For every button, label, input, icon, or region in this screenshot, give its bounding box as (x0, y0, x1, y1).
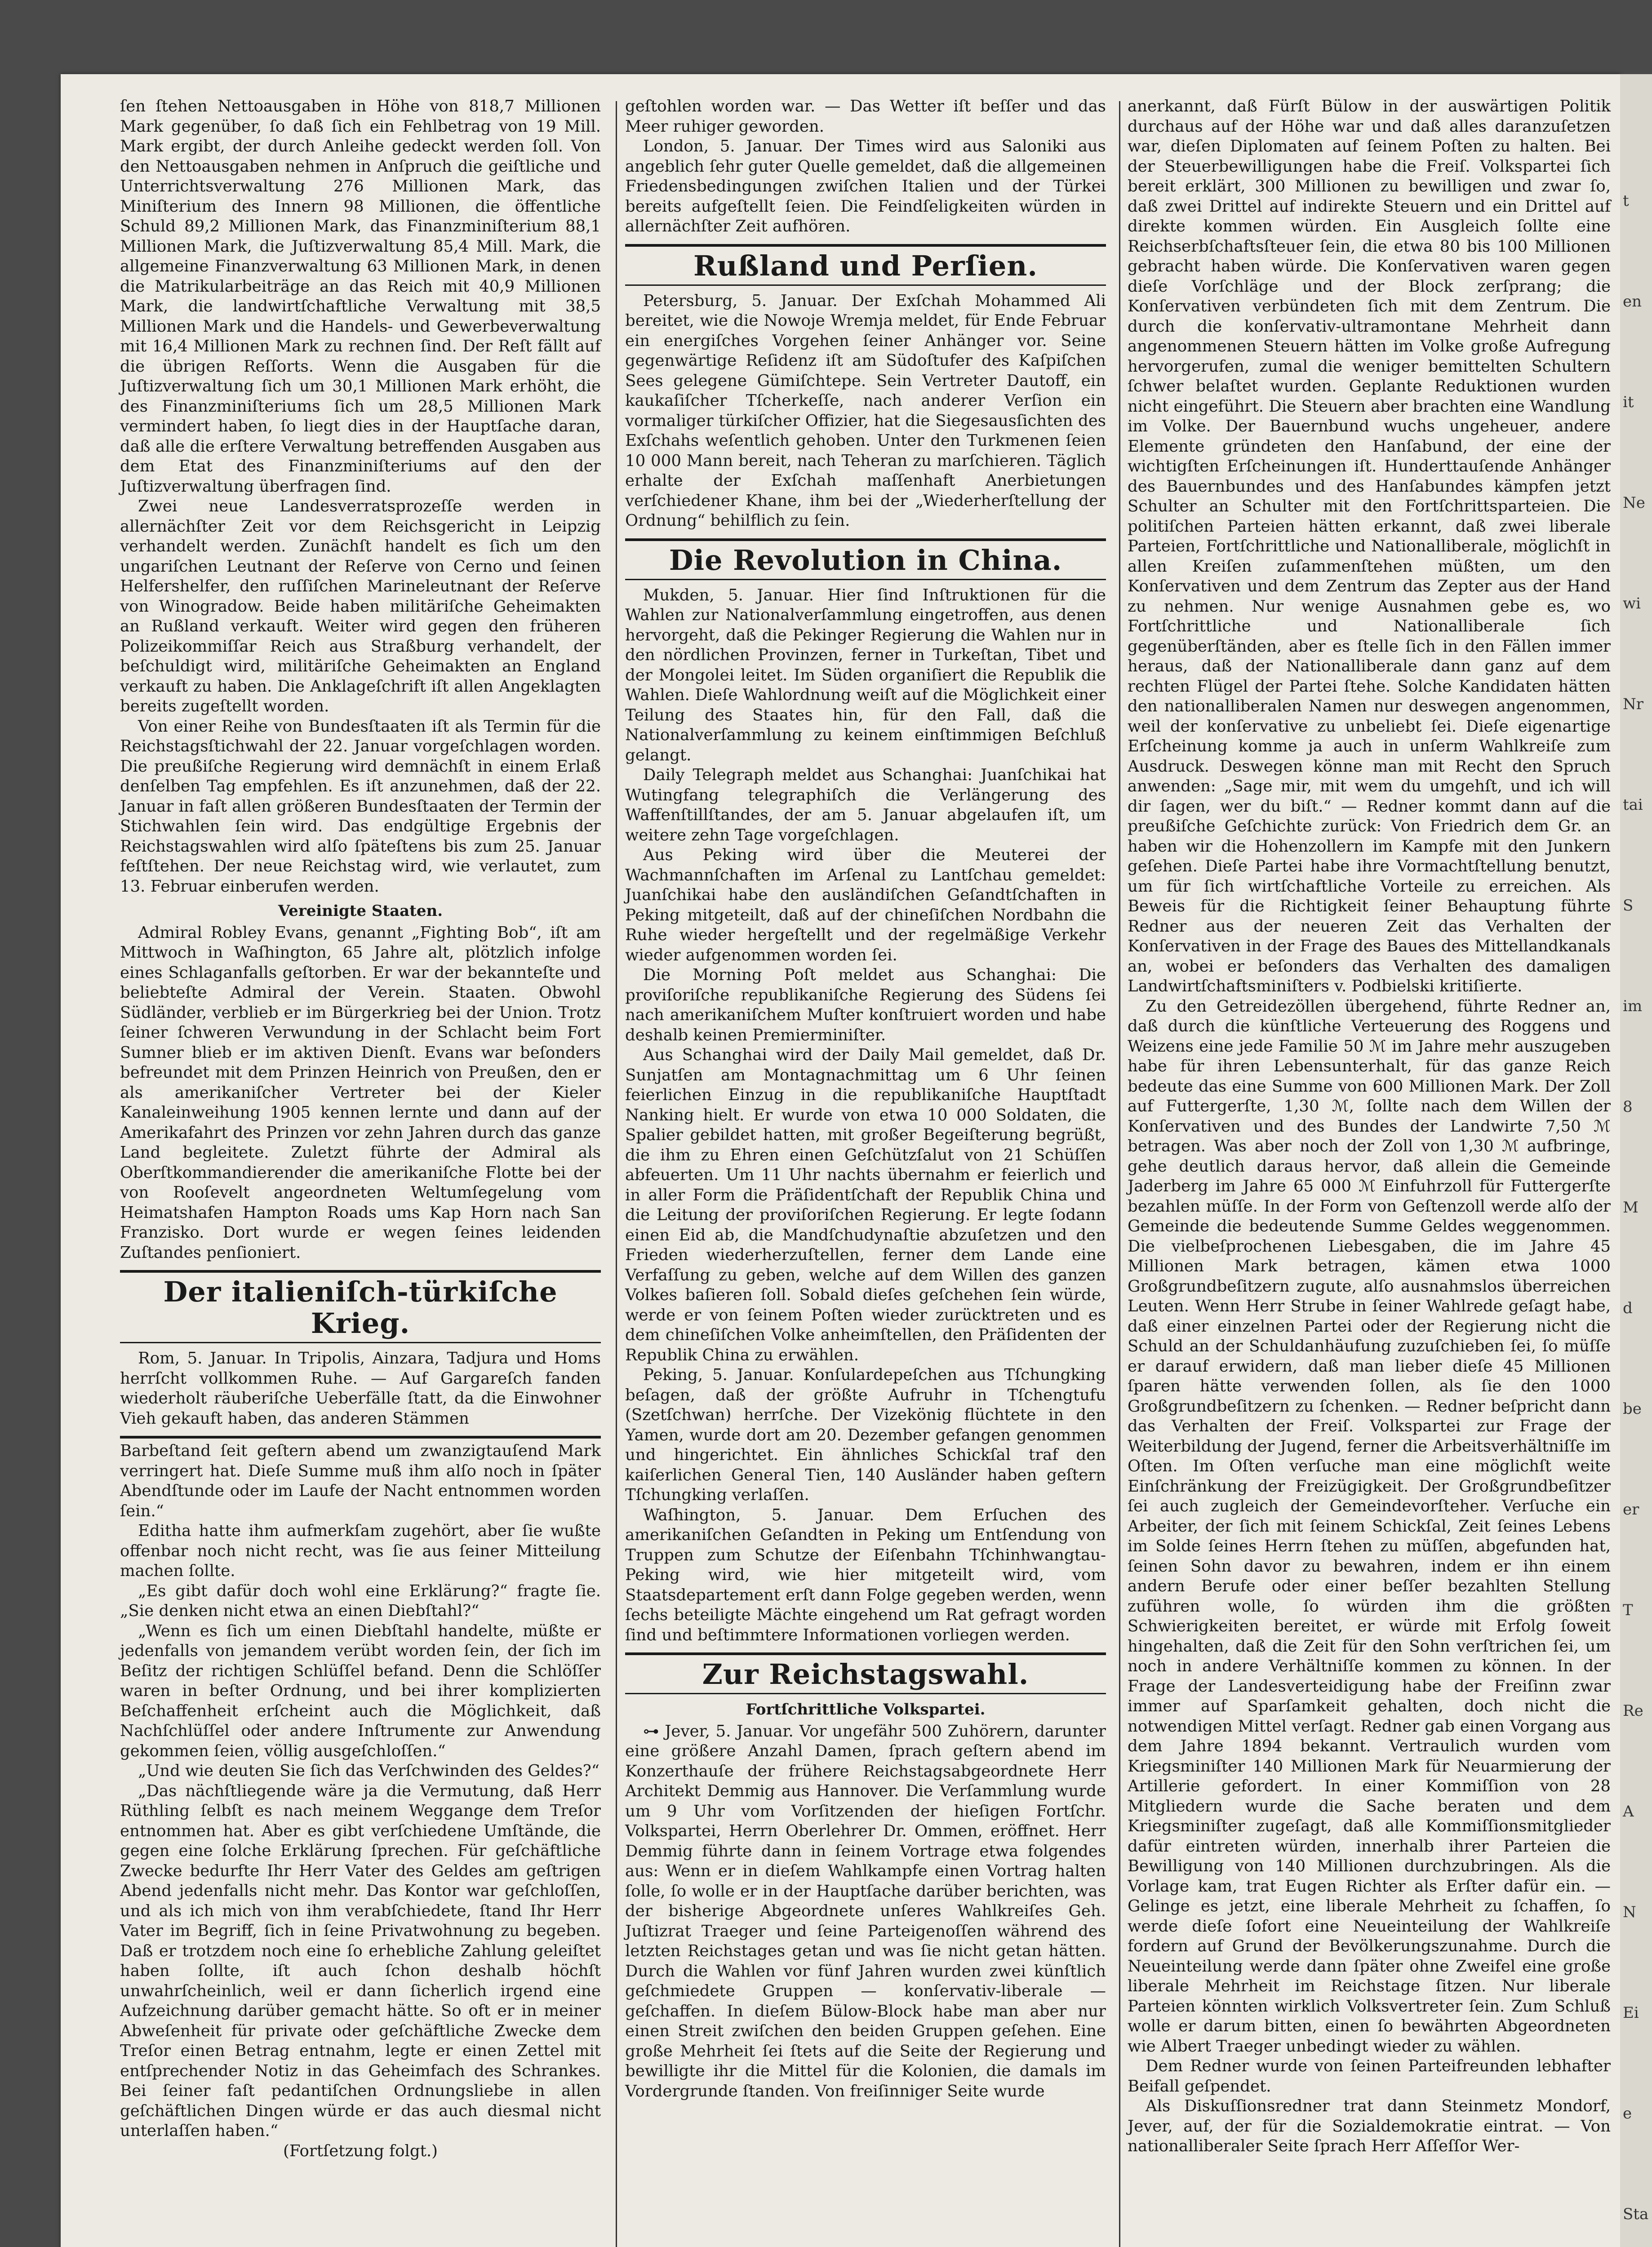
paragraph: Mukden, 5. Januar. Hier ſind Inſtruktionen für die Wahlen zur Nationalverſammlung eingetroffen, aus denen hervorgeht, daß die Pekinger Regierung die Wahlen nur in den nördlichen Provinzen, ferner in Turkeſtan, Tibet und der Mongolei leitet. Im Süden organiſiert die Republik die Wahlen. Dieſe Wahlordnung weiſt auf die Möglichkeit einer Teilung des Staates hin, für den Fall, daß die Nationalverſammlung zu keinem einſtimmigen Beſchluß gelangt. (625, 586, 1106, 764)
section-rule (120, 1342, 601, 1343)
paragraph: Zwei neue Landesverratsprozeſſe werden in allernächſter Zeit vor dem Reichsgericht in Leipzig verhandelt werden. Zunächſt handelt es ſich um den ungariſchen Leutnant der Reſerve von Cerno und ſeinen Helfershelfer, den ruſſiſchen Marineleutnant der Reſerve von Winogradow. Beide haben militäriſche Geheimakten an Rußland verkauft. Weiter wird gegen den früheren Polizeikommiſſar Reich aus Straßburg verhandelt, der beſchuldigt wird, militäriſche Geheimakten an England verkauft zu haben. Die Anklageſchrift iſt allen Angeklagten bereits zugeſtellt worden. (120, 497, 601, 715)
headline-krieg: Der italieniſch-türkiſche Krieg. (163, 1275, 558, 1340)
newspaper-page (61, 74, 1620, 2247)
adjacent-page-edge (1620, 74, 1652, 2247)
edge-fragment: Re (1623, 1702, 1643, 1720)
paragraph: Admiral Robley Evans, genannt „Fighting Bob“, iſt am Mittwoch in Waſhington, 65 Jahre alt, plötzlich infolge eines Schlaganfalls geſtorben. Er war der bekannteſte und beliebteſte Admiral der Verein. Staaten. Obwohl Südländer, verblieb er im Bürgerkrieg bei der Union. Trotz ſeiner ſchweren Verwundung in der Schlacht beim Fort Sumner blieb er im aktiven Dienſt. Evans war beſonders befreundet mit dem Prinzen Heinrich von Preußen, den er als amerikaniſcher Vertreter bei der Kieler Kanaleinweihung 1905 kennen lernte und dann auf der Amerikafahrt des Prinzen vor zehn Jahren durch das ganze Land begleitete. Zuletzt führte der Admiral als Oberſtkommandierender die amerikaniſche Flotte bei der von Rooſevelt angeordneten Weltumſegelung vom Heimatshafen Hampton Roads ums Kap Horn nach San Franzisko. Dort wurde er wegen ſeines leidenden Zuſtandes penſioniert. (120, 923, 601, 1262)
paragraph: ſen ſtehen Nettoausgaben in Höhe von 818,7 Millionen Mark gegenüber, ſo daß ſich ein Fehlbetrag von 19 Mill. Mark ergibt, der durch Anleihe gedeckt werden ſoll. Von den Nettoausgaben nehmen in Anſpruch die geiſtliche und Unterrichtsverwaltung 276 Millionen Mark, das Miniſterium des Innern 98 Millionen, die öffentliche Schuld 89,2 Millionen Mark, das Finanzminiſterium 88,1 Millionen Mark, die Juſtizverwaltung 85,4 Mill. Mark, die allgemeine Finanzverwaltung 63 Millionen Mark, in denen die Matrikularbeiträge an das Reich mit 40,9 Millionen Mark, die landwirtſchaftliche Verwaltung mit 38,5 Millionen Mark und die Handels- und Gewerbeverwaltung mit 16,4 Millionen Mark zu rechnen ſind. Der Reſt fällt auf die übrigen Reſſorts. Wenn die Ausgaben für die Juſtizverwaltung ſich um 30,1 Millionen Mark erhöht, die des Finanzminiſteriums ſich um 28,5 Millionen Mark vermindert haben, ſo liegt dies in der Hauptſache daran, daß alle die erſtere Verwaltung betreffenden Ausgaben aus dem Etat des Finanzminiſteriums auf den der Juſtizverwaltung überfragen ſind. (120, 97, 601, 496)
edge-fragment: Nr (1623, 695, 1644, 713)
edge-fragment: t (1623, 192, 1629, 210)
paragraph: Von einer Reihe von Bundesſtaaten iſt als Termin für die Reichstagsſtichwahl der 22. Januar vorgeſchlagen worden. Die preußiſche Regierung wird demnächſt in einem Erlaß denſelben Tag empfehlen. Es iſt anzunehmen, daß der 22. Januar in faſt allen größeren Bundesſtaaten der Termin der Stichwahlen ſein wird. Das endgültige Ergebnis der Reichstagswahlen wird alſo ſpäteſtens bis zum 25. Januar feſtſtehen. Der neue Reichstag wird, wie verlautet, zum 13. Februar einberufen werden. (120, 717, 601, 896)
paragraph: Aus Schanghai wird der Daily Mail gemeldet, daß Dr. Sunjatſen am Montagnachmittag um 6 Uhr ſeinen feierlichen Einzug in die republikaniſche Hauptſtadt Nanking hielt. Er wurde von etwa 10 000 Soldaten, die Spalier gebildet hatten, mit großer Begeiſterung begrüßt, die ihm zu Ehren einen Geſchützſalut von 21 Schüſſen abfeuerten. Um 11 Uhr nachts übernahm er feierlich und in aller Form die Präſidentſchaft der Republik China und die Leitung der proviſoriſchen Regierung. Er legte ſodann einen Eid ab, die Mandſchudynaſtie abzuſetzen und den Frieden wiederherzuſtellen, ferner dem Lande eine Verfaſſung zu geben, welche auf dem Willen des ganzen Volkes baſieren ſoll. Sobald dieſes geſchehen ſein würde, werde er von ſeinem Poſten wieder zurücktreten und es dem chineſiſchen Volke anheimſtellen, den Präſidenten der Republik China zu erwählen. (625, 1046, 1106, 1364)
section-rule (625, 244, 1106, 247)
paragraph: geſtohlen worden war. — Das Wetter iſt beſſer und das Meer ruhiger geworden. (625, 97, 1106, 136)
headline-wahl: Zur Reichstagswahl. (702, 1658, 1029, 1691)
subheading-fortschritt: Fortſchrittliche Volkspartei. (746, 1701, 986, 1719)
feuilleton-paragraph: „Wenn es ſich um einen Diebſtahl handelte, müßte er jedenfalls von jemandem verübt worden ſein, der ſich im Beſitz der richtigen Schlüſſel befand. Denn die Schlöſſer waren in beſter Ordnung, und bei ihrer komplizierten Beſchaffenheit erſcheint auch die Möglichkeit, daß Nachſchlüſſel oder andere Inſtrumente zur Anwendung gekommen ſeien, völlig ausgeſchloſſen.“ (120, 1621, 601, 1760)
paragraph: Waſhington, 5. Januar. Dem Erſuchen des amerikaniſchen Geſandten in Peking um Entſendung von Truppen zum Schutze der Eiſenbahn Tſchinhwangtau-Peking wird, wie hier mitgeteilt wird, vom Staatsdepartement erſt dann Folge gegeben werden, wenn ſechs beteiligte Mächte eingehend um Rat gefragt worden ſind und beſtimmtere Informationen vorliegen werden. (625, 1505, 1106, 1644)
edge-fragment: er (1623, 1501, 1639, 1519)
feuilleton-paragraph: „Es gibt dafür doch wohl eine Erklärung?“ fragte ſie. „Sie denken nicht etwa an einen Diebſtahl?“ (120, 1581, 601, 1620)
edge-fragment: N (1623, 1903, 1636, 1921)
section-rule (625, 284, 1106, 286)
section-rule (625, 538, 1106, 541)
edge-fragment: Sta (1623, 2205, 1649, 2223)
paragraph: Als Diskuſſionsredner trat dann Steinmetz Mondorf, Jever, auf, der für die Sozialdemokratie eintrat. — Von nationalliberaler Seite ſprach Herr Aſſeſſor Wer- (1128, 2097, 1611, 2155)
paragraph: Petersburg, 5. Januar. Der Exſchah Mohammed Ali bereitet, wie die Nowoje Wremja meldet, für Ende Februar ein energiſches Vorgehen ſeiner Anhänger vor. Seine gegenwärtige Reſidenz iſt am Südoſtufer des Kaſpiſchen Sees gelegene Gümiſchtepe. Sein Vertreter Dautoff, ein kaukaſiſcher Tſcherkeſſe, nach anderer Verſion ein vormaliger türkiſcher Offizier, hat die Siegesausſichten des Exſchahs weſentlich gehoben. Unter den Turkmenen ſeien 10 000 Mann bereit, nach Teheran zu marſchieren. Täglich erhalte der Exſchah maſſenhaft Anerbietungen verſchiedener Khane, ihm bei der „Wiederherſtellung der Ordnung“ behilflich zu ſein. (625, 291, 1106, 530)
edge-fragment: Ne (1623, 494, 1645, 512)
edge-fragment: en (1623, 293, 1642, 311)
edge-fragment: T (1623, 1601, 1633, 1619)
column-1 (120, 97, 601, 2161)
paragraph: Peking, 5. Januar. Konſulardepeſchen aus Tſchungking beſagen, daß der größte Aufruhr in Tſchengtufu (Szetſchwan) herrſche. Der Vizekönig flüchtete in den Yamen, wurde dort am 20. Dezember gefangen genommen und hingerichtet. Ein ähnliches Schickſal traf den kaiſerlichen General Tien, 140 Ausländer haben geſtern Tſchungking verlaſſen. (625, 1366, 1106, 1504)
section-rule (625, 1693, 1106, 1694)
column-divider (616, 101, 617, 2247)
edge-fragment: M (1623, 1199, 1639, 1217)
paragraph: anerkannt, daß Fürſt Bülow in der auswärtigen Politik durchaus auf der Höhe war und daß alles daranzuſetzen war, dieſen Diplomaten auf ſeinem Poſten zu halten. Bei der Steuerbewilligungen habe die Freiſ. Volkspartei ſich bereit erklärt, 300 Millionen zu bewilligen und zwar ſo, daß zwei Drittel auf indirekte Steuern und ein Drittel auf direkte kommen würden. Ein Ausgleich ſollte eine Reichserbſchaftsſteuer ſein, die etwa 80 bis 100 Millionen gebracht haben würde. Die Konſervativen waren gegen dieſe Vorſchläge und der Block zerſprang; die Konſervativen verbündeten ſich mit dem Zentrum. Die durch die konſervativ-ultramontane Mehrheit dann angenommenen Steuern hätten im Volke große Aufregung hervorgerufen, zumal die weniger bemittelten Schultern ſchwer belaſtet wurden. Geplante Reduktionen wurden nicht eingeführt. Die Steuern aber brachten eine Wandlung im Volke. Der Bauernbund wuchs ungeheuer, andere Elemente gründeten den Hanſabund, der eine der wichtigſten Erſcheinungen iſt. Hunderttauſende Anhänger des Bauernbundes und des Hanſabundes kämpfen jetzt Schulter an Schulter mit den Fortſchrittsparteien. Die politiſchen Parteien hätten erkannt, daß zwei liberale Parteien, Fortſchrittliche und Nationalliberale, möglichſt in allen Kreiſen zuſammenſtehen müßten, um den Konſervativen und dem Zentrum das Zepter aus der Hand zu nehmen. Nur wenige Ausnahmen gebe es, wo Fortſchrittliche und Nationalliberale ſich gegenüberſtänden, aber es ſtelle ſich in den Fällen immer heraus, daß der Nationalliberale dann ganz auf dem rechten Flügel der Partei ſtehe. Solche Kandidaten hätten den nationalliberalen Namen nur deswegen angenommen, weil der konſervative zu unbeliebt ſei. Dieſe eigenartige Erſcheinung komme ja auch in unſerm Wahlkreiſe zum Ausdruck. Deswegen könne man mit Recht den Spruch anwenden: „Sage mir, mit wem du umgehſt, und ich will dir ſagen, wer du biſt.“ — Redner kommt dann auf die preußiſche Geſchichte zurück: Von Friedrich dem Gr. an haben wir die Hohenzollern im Kampfe mit den Junkern geſehen. Dieſe Partei habe ihre Vormachtſtellung benutzt, um für ſich wirtſchaftliche Vorteile zu erreichen. Als Beweis für die Richtigkeit ſeiner Behauptung führte Redner aus der neueren Zeit das Verhalten der Konſervativen in der Frage des Baues des Mittellandkanals an, wobei er beſonders das Verhalten des damaligen Landwirtſchaftsminiſters v. Podbielski kritiſierte. (1128, 97, 1611, 995)
edge-fragment: 8 (1623, 1098, 1633, 1116)
paragraph: Dem Redner wurde von ſeinen Parteifreunden lebhafter Beifall geſpendet. (1128, 2057, 1611, 2096)
edge-fragment: e (1623, 2105, 1632, 2123)
paragraph: ⊶ Jever, 5. Januar. Vor ungefähr 500 Zuhörern, darunter eine größere Anzahl Damen, ſprach geſtern abend im Konzerthauſe der frühere Reichstagsabgeordnete Herr Architekt Demmig aus Hannover. Die Verſammlung wurde um 9 Uhr vom Vorſitzenden der hieſigen Fortſchr. Volkspartei, Herrn Oberlehrer Dr. Ommen, eröffnet. Herr Demmig führte dann in ſeinem Vortrage etwa folgendes aus: Wenn er in dieſem Wahlkampfe einen Vortrag halten ſolle, ſo wolle er in der Hauptſache darüber berichten, was der bisherige Abgeordnete unſeres Wahlkreiſes Geh. Juſtizrat Traeger und ſeine Parteigenoſſen während des letzten Reichstages getan und was ſie nicht getan hätten. Durch die Wahlen vor fünf Jahren wurden zwei künſtlich geſchmiedete Gruppen — konſervativ-liberale — geſchaffen. In dieſem Bülow-Block habe man aber nur einen Streit zwiſchen den beiden Gruppen geſehen. Eine große Mehrheit ſei ſtets auf die Seite der Regierung und bewilligte ihr die Mittel für die Kolonien, die damals im Vordergrunde ſtanden. Von freiſinniger Seite wurde (625, 1722, 1106, 2100)
column-divider (1119, 101, 1120, 2247)
edge-fragments (1620, 191, 1652, 2224)
paragraph: Zu den Getreidezöllen übergehend, führte Redner an, daß durch die künſtliche Verteuerung des Roggens und Weizens eine jede Familie 50 ℳ im Jahre mehr auszugeben habe für ihren Lebensunterhalt, für das ganze Reich bedeute das eine Summe von 600 Millionen Mark. Der Zoll auf Futtergerſte, 1,30 ℳ, ſollte nach dem Willen der Konſervativen und des Bundes der Landwirte 7,50 ℳ betragen. Was aber noch der Zoll von 1,30 ℳ aufbringe, gehe deutlich daraus hervor, daß allein die Gemeinde Jaderberg im Jahre 65 000 ℳ Einfuhrzoll für Futtergerſte bezahlen müſſe. In der Form von Geſtenzoll werde alſo der Gemeinde die bedeutende Summe Geldes weggenommen. Die vielbeſprochenen Liebesgaben, die im Jahre 45 Millionen Mark betragen, kämen etwa 1000 Großgrundbeſitzern zugute, alſo ausnahmslos überreichen Leuten. Wenn Herr Strube in ſeiner Wahlrede geſagt habe, daß einer einzelnen Partei oder der Regierung nicht die Schuld an der Schuldanhäufung zuzuſchieben ſei, ſo müſſe er darauf erwidern, daß man lieber dieſe 45 Millionen ſparen hätte verwenden ſollen, als ſie den 1000 Großgrundbeſitzern zu ſchenken. — Redner beſpricht dann das Verhalten der Freiſ. Volkspartei zur Frage der Weiterbildung der Jugend, ferner die Arbeitsverhältniſſe im Oſten. Im Oſten verſuche man eine möglichſt weite Einſchränkung der Freizügigkeit. Der Großgrundbeſitzer ſei auch zugleich der Gemeindevorſteher. Verſuche ein Arbeiter, der ſich mit ſeinem Schickſal, Zeit ſeines Lebens im Solde ſeines Herrn ſtehen zu müſſen, abgefunden hat, ſeinen Sohn davor zu bewahren, indem er ihn einem andern Berufe oder einer beſſer bezahlten Stellung zuführen wolle, ſo würden ihm die größten Schwierigkeiten bereitet, er würde mit Erfolg ſoweit hingehalten, daß die Zeit für den Sohn verſtrichen ſei, um noch in andere Verhältniſſe kommen zu können. In der Frage der Landesverteidigung habe der Freiſinn zwar immer auf Sparſamkeit gehalten, doch nicht die notwendigen Mittel verſagt. Redner gab einen Vorgang aus dem Jahre 1894 bekannt. Vertraulich wurden vom Kriegsminiſter 140 Millionen Mark für Neuarmierung der Artillerie gefordert. In einer Kommiſſion von 28 Mitgliedern wurde die Sache beraten und dem Kriegsminiſter zugeſagt, daß alle Kommiſſionsmitglieder dafür eintreten würden, innerhalb ihrer Parteien die Bewilligung von 140 Millionen durchzubringen. Als die Vorlage kam, trat Eugen Richter als Erſter dafür ein. — Gelinge es jetzt, eine liberale Mehrheit zu ſchaffen, ſo werde dieſe ſofort eine Neueinteilung der Wahlkreiſe fordern auf Grund der Bevölkerungszunahme. Durch die Neueinteilung werde dann ſpäter ohne Zweifel eine große liberale Mehrheit im Reichstage ſitzen. Nur liberale Parteien könnten wirklich Volksvertreter ſein. Zum Schluß wolle er darum bitten, einen ſo bewährten Abgeordneten wie Albert Traeger unbedingt wieder zu wählen. (1128, 997, 1611, 2056)
section-rule (120, 1270, 601, 1273)
edge-fragment: be (1623, 1400, 1642, 1418)
paragraph: Die Morning Poſt meldet aus Schanghai: Die proviſoriſche republikaniſche Regierung des Südens ſei nach amerikaniſchem Muſter konſtruiert worden und habe deshalb keinen Premierminiſter. (625, 966, 1106, 1044)
continuation-note: (Fortſetzung folgt.) (283, 2141, 438, 2160)
paragraph: Rom, 5. Januar. In Tripolis, Ainzara, Tadjura und Homs herrſcht vollkommen Ruhe. — Auf Gargareſch fanden wiederholt räuberiſche Ueberfälle ſtatt, da die Einwohner Vieh gekauft haben, das anderen Stämmen (120, 1349, 601, 1428)
feuilleton-paragraph: „Und wie deuten Sie ſich das Verſchwinden des Geldes?“ (138, 1762, 600, 1780)
paragraph: London, 5. Januar. Der Times wird aus Saloniki aus angeblich ſehr guter Quelle gemeldet, daß die allgemeinen Friedensbedingungen zwiſchen Italien und der Türkei bereits aufgeſtellt ſeien. Die Feindſeligkeiten würden in allernächſter Zeit aufhören. (625, 137, 1106, 235)
edge-fragment: d (1623, 1299, 1633, 1317)
edge-fragment: Ei (1623, 2004, 1639, 2022)
edge-fragment: it (1623, 393, 1634, 411)
feuilleton-paragraph: Editha hatte ihm aufmerkſam zugehört, aber ſie wußte offenbar noch nicht recht, was ſie aus ſeiner Mitteilung machen ſollte. (120, 1522, 601, 1580)
feuilleton-rule (120, 1436, 601, 1439)
edge-fragment: A (1623, 1803, 1634, 1821)
column-2 (625, 97, 1106, 2101)
edge-fragment: im (1623, 997, 1643, 1015)
section-rule (625, 579, 1106, 580)
edge-fragment: S (1623, 897, 1634, 915)
column-3 (1128, 97, 1611, 2157)
headline-russland: Rußland und Perſien. (693, 249, 1038, 282)
feuilleton-paragraph: „Das nächſtliegende wäre ja die Vermutung, daß Herr Rüthling ſelbſt es nach meinem Weggange dem Treſor entnommen hat. Aber es gibt verſchiedene Umſtände, die gegen eine ſolche Erklärung ſprechen. Für geſchäftliche Zwecke bedurfte Ihr Herr Vater des Geldes am geſtrigen Abend jedenfalls nicht mehr. Das Kontor war geſchloſſen, und als ich mich von ihm verabſchiedete, ſtand Ihr Herr Vater im Begriff, ſich in ſeine Privatwohnung zu begeben. Daß er trotzdem noch eine ſo erhebliche Zahlung geleiſtet haben ſollte, iſt auch ſchon deshalb höchſt unwahrſcheinlich, weil er dann ſicherlich irgend eine Aufzeichnung darüber gemacht hätte. So oft er in meiner Abweſenheit für private oder geſchäftliche Zwecke dem Treſor einen Betrag entnahm, legte er einen Zettel mit entſprechender Notiz in das Geheimfach des Schrankes. Bei ſeiner faſt pedantiſchen Ordnungsliebe in allen geſchäftlichen Dingen würde er das auch diesmal nicht unterlaſſen haben.“ (120, 1781, 601, 2140)
feuilleton-paragraph: Barbeſtand ſeit geſtern abend um zwanzigtauſend Mark verringert hat. Dieſe Summe muß ihm alſo noch in ſpäter Abendſtunde oder im Laufe der Nacht entnommen worden ſein.“ (120, 1442, 601, 1520)
edge-fragment: tai (1623, 796, 1643, 814)
headline-china: Die Revolution in China. (669, 543, 1062, 577)
paragraph: Aus Peking wird über die Meuterei der Wachmannſchaften im Arſenal zu Lantſchau gemeldet: Juanſchikai habe den ausländiſchen Geſandtſchaften in Peking mitgeteilt, daß auf der chineſiſchen Nordbahn die Ruhe wieder hergeſtellt und der regelmäßige Verkehr wieder aufgenommen worden ſei. (625, 846, 1106, 964)
section-rule (625, 1652, 1106, 1655)
subheading-usa: Vereinigte Staaten. (278, 902, 443, 920)
edge-fragment: wi (1623, 595, 1641, 613)
paragraph: Daily Telegraph meldet aus Schanghai: Juanſchikai hat Wutingfang telegraphiſch die Verlängerung des Waffenſtillſtandes, der am 5. Januar abgelaufen iſt, um weitere zehn Tage vorgeſchlagen. (625, 766, 1106, 844)
